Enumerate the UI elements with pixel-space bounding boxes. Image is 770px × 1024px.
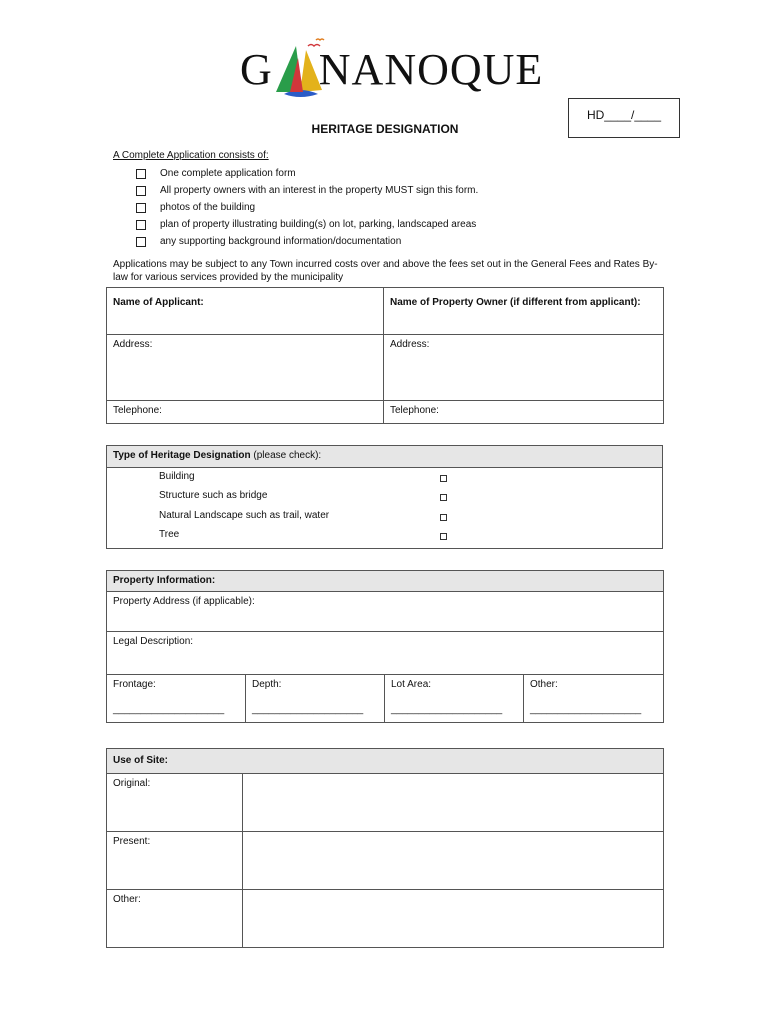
present-use-field[interactable] (243, 832, 664, 890)
original-use-label: Original: (107, 774, 243, 832)
logo-letters-nanoque: NANOQUE (318, 45, 544, 94)
applicant-table (106, 287, 664, 424)
fees-notice: Applications may be subject to any Town incurred costs over and above the fees set out in the General Fees and Rates By-law for various services provided by the municipality (113, 259, 658, 283)
other-use-field[interactable] (243, 890, 664, 948)
designation-building: Building (159, 471, 195, 482)
property-address-field[interactable]: Property Address (if applicable): (107, 592, 664, 632)
checklist-item[interactable]: any supporting background information/documentation (136, 236, 478, 253)
property-header: Property Information: (107, 571, 664, 592)
page-title: HERITAGE DESIGNATION (311, 122, 459, 136)
owner-name-field[interactable]: Name of Property Owner (if different from applicant): (384, 288, 664, 335)
gananoque-logo (240, 38, 544, 98)
property-table (106, 570, 664, 723)
checkbox-icon[interactable] (136, 169, 146, 179)
owner-telephone-field[interactable]: Telephone: (384, 401, 664, 424)
checklist-item[interactable]: plan of property illustrating building(s) on lot, parking, landscaped areas (136, 219, 478, 236)
structure-checkbox[interactable] (440, 494, 447, 501)
sailboat-logo-icon (270, 38, 328, 98)
tree-checkbox[interactable] (440, 533, 447, 540)
designation-structure: Structure such as bridge (159, 490, 268, 501)
designation-landscape: Natural Landscape such as trail, water (159, 510, 330, 521)
other-field[interactable]: Other: ____________________ (524, 675, 664, 723)
present-use-label: Present: (107, 832, 243, 890)
designation-table (106, 445, 663, 549)
checkbox-icon[interactable] (136, 220, 146, 230)
original-use-field[interactable] (243, 774, 664, 832)
frontage-field[interactable]: Frontage: ____________________ (107, 675, 246, 723)
building-checkbox[interactable] (440, 475, 447, 482)
checklist-item[interactable]: photos of the building (136, 202, 478, 219)
other-use-label: Other: (107, 890, 243, 948)
designation-tree: Tree (159, 529, 180, 540)
use-of-site-header: Use of Site: (107, 749, 664, 774)
owner-address-field[interactable]: Address: (384, 335, 664, 401)
checklist-item[interactable]: One complete application form (136, 168, 478, 185)
landscape-checkbox[interactable] (440, 514, 447, 521)
logo-letter-g: G (240, 45, 273, 94)
lot-area-field[interactable]: Lot Area: ____________________ (385, 675, 524, 723)
designation-header: Type of Heritage Designation (please check): (107, 446, 663, 468)
complete-application-label: A Complete Application consists of: (113, 150, 269, 161)
checkbox-icon[interactable] (136, 186, 146, 196)
applicant-name-field[interactable]: Name of Applicant: (107, 288, 384, 335)
checkbox-icon[interactable] (136, 237, 146, 247)
applicant-telephone-field[interactable]: Telephone: (107, 401, 384, 424)
checklist-item[interactable]: All property owners with an interest in the property MUST sign this form. (136, 185, 478, 202)
use-of-site-table (106, 748, 664, 948)
legal-description-field[interactable]: Legal Description: (107, 632, 664, 675)
application-checklist (136, 168, 478, 253)
depth-field[interactable]: Depth: ____________________ (246, 675, 385, 723)
applicant-address-field[interactable]: Address: (107, 335, 384, 401)
checkbox-icon[interactable] (136, 203, 146, 213)
hd-number-box[interactable]: HD____/____ (568, 98, 680, 138)
